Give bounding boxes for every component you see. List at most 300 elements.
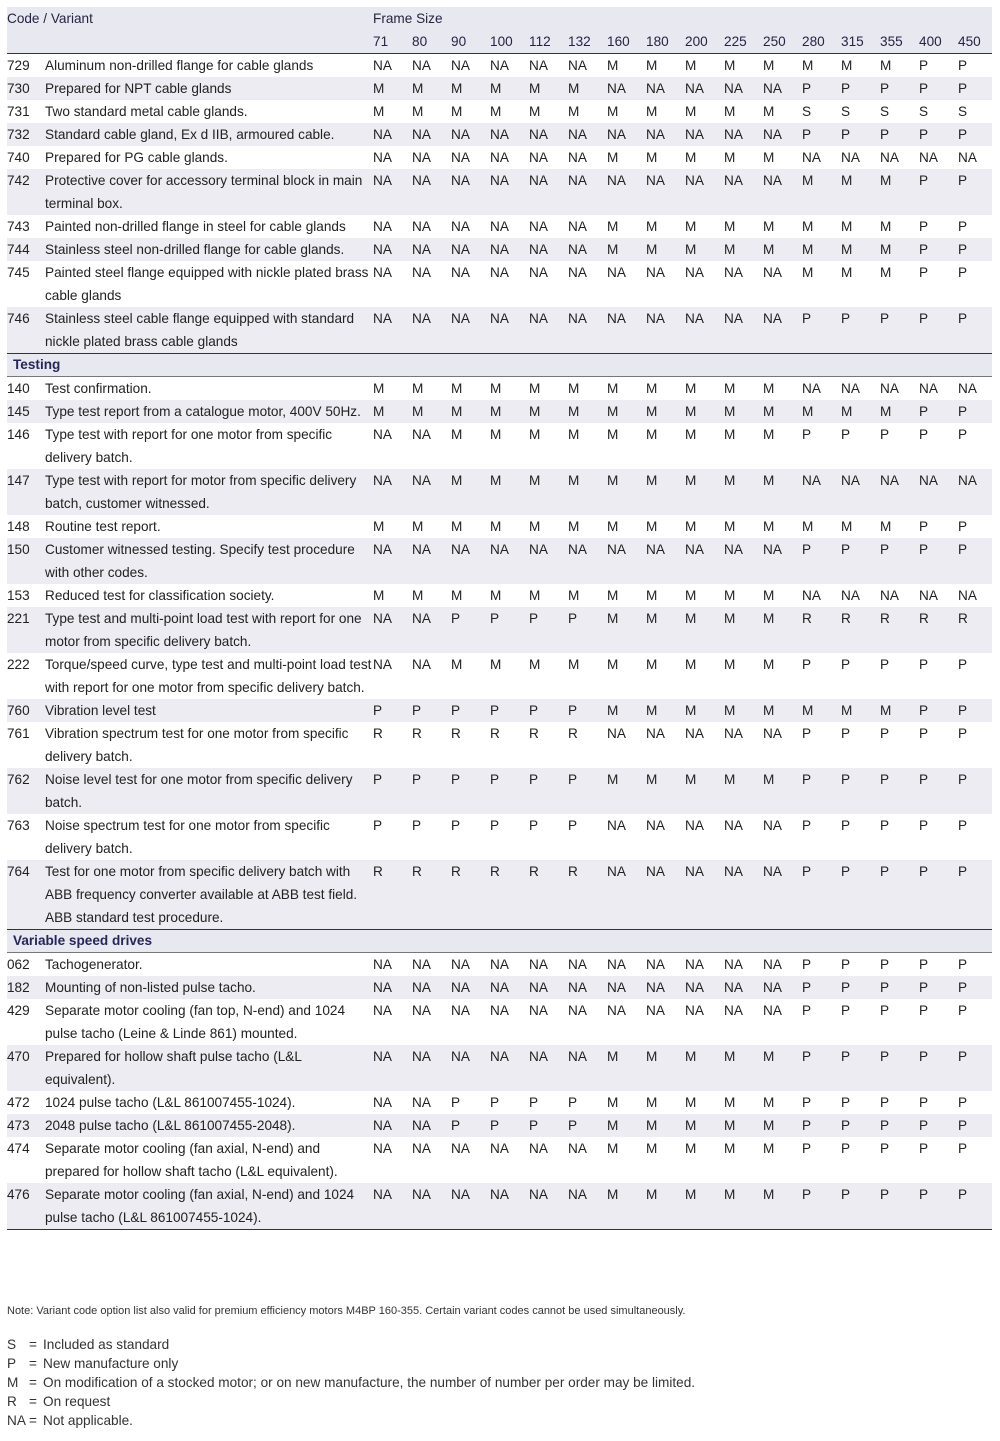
availability-cell: NA [568, 957, 587, 972]
availability-cell: P [802, 768, 841, 814]
availability-cell: M [802, 219, 814, 234]
availability-cell: NA [490, 150, 509, 165]
availability-cell: NA [568, 1003, 587, 1018]
availability-cell: P [841, 1183, 880, 1230]
availability-cell: NA [568, 1141, 587, 1156]
availability-cell: M [490, 469, 529, 515]
availability-cell: M [490, 104, 502, 119]
availability-cell: M [646, 657, 658, 672]
availability-cell: P [919, 1003, 929, 1018]
availability-cell: M [880, 58, 892, 73]
variant-code: 140 [7, 381, 30, 396]
variant-code: 222 [7, 657, 30, 672]
availability-cell: M [607, 238, 646, 261]
availability-cell: NA [373, 1045, 412, 1091]
availability-cell: P [841, 1095, 851, 1110]
availability-cell: P [802, 976, 841, 999]
availability-cell: NA [763, 860, 802, 930]
availability-cell: P [802, 1003, 812, 1018]
table-row [7, 146, 992, 169]
variant-description: Painted non-drilled flange in steel for cable glands [45, 219, 346, 234]
availability-cell: P [880, 957, 890, 972]
availability-cell: P [373, 768, 412, 814]
availability-cell: P [919, 957, 929, 972]
availability-cell: NA [451, 976, 490, 999]
availability-cell: NA [763, 726, 782, 741]
availability-cell: P [841, 818, 851, 833]
frame-size-112: 112 [529, 30, 568, 54]
availability-cell: M [607, 427, 619, 442]
availability-cell: NA [490, 219, 509, 234]
frame-size-450: 450 [958, 30, 992, 54]
variant-description: Painted steel flange equipped with nickle plated brass cable glands [45, 265, 369, 303]
availability-cell: NA [529, 1045, 568, 1091]
table-row [7, 653, 992, 699]
availability-cell: P [802, 657, 812, 672]
availability-cell: P [880, 123, 919, 146]
availability-cell: M [724, 607, 763, 653]
legend-key: R [7, 1394, 17, 1409]
availability-cell: M [646, 1114, 685, 1137]
availability-cell: M [646, 219, 658, 234]
availability-cell: M [685, 400, 724, 423]
availability-cell: M [685, 657, 697, 672]
availability-cell: M [607, 607, 646, 653]
availability-cell: P [568, 768, 607, 814]
availability-cell: NA [568, 219, 587, 234]
availability-cell: R [451, 726, 461, 741]
availability-cell: P [919, 58, 929, 73]
availability-cell: NA [373, 150, 392, 165]
availability-cell: P [919, 427, 929, 442]
legend-item [7, 1411, 695, 1430]
availability-cell: P [802, 427, 812, 442]
availability-cell: M [685, 588, 697, 603]
availability-cell: NA [724, 538, 763, 584]
availability-cell: NA [373, 307, 412, 354]
availability-cell: M [802, 400, 841, 423]
availability-cell: NA [724, 123, 763, 146]
availability-cell: P [529, 1095, 539, 1110]
availability-cell: M [646, 519, 658, 534]
legend-equals: = [29, 1337, 37, 1352]
availability-cell: P [529, 607, 568, 653]
variant-code: 150 [7, 538, 45, 584]
availability-cell: M [490, 381, 502, 396]
availability-cell: M [607, 768, 646, 814]
availability-cell: P [880, 538, 919, 584]
availability-cell: M [685, 768, 724, 814]
availability-cell: M [412, 400, 451, 423]
availability-cell: NA [451, 1003, 470, 1018]
frame-size-80: 80 [412, 30, 451, 54]
availability-cell: P [529, 699, 568, 722]
availability-cell: P [919, 657, 929, 672]
availability-cell: P [841, 427, 851, 442]
legend-text: New manufacture only [43, 1356, 179, 1371]
variant-code: 745 [7, 265, 30, 280]
table-row [7, 123, 992, 146]
availability-cell: P [958, 77, 992, 100]
table-row [7, 814, 992, 860]
variant-code: 731 [7, 104, 30, 119]
availability-cell: P [880, 860, 919, 930]
availability-cell: NA [958, 150, 977, 165]
availability-cell: P [802, 307, 841, 354]
availability-cell: P [919, 238, 958, 261]
availability-cell: NA [685, 169, 724, 215]
availability-cell: M [529, 104, 541, 119]
availability-cell: S [880, 104, 890, 119]
frame-size-400: 400 [919, 30, 958, 54]
table-row [7, 699, 992, 722]
availability-cell: P [490, 768, 529, 814]
availability-cell: NA [373, 1114, 412, 1137]
availability-cell: M [646, 588, 658, 603]
availability-cell: M [646, 1141, 658, 1156]
availability-cell: NA [607, 726, 626, 741]
availability-cell: NA [490, 58, 509, 73]
availability-cell: P [958, 400, 992, 423]
availability-cell: M [841, 219, 853, 234]
availability-cell: P [919, 726, 929, 741]
availability-cell: M [529, 588, 541, 603]
availability-cell: P [958, 657, 968, 672]
availability-cell: M [724, 219, 736, 234]
availability-cell: M [802, 58, 814, 73]
variant-description: Type test with report for motor from specific delivery batch, customer witnessed. [45, 469, 373, 515]
table-row [7, 860, 992, 930]
availability-cell: NA [802, 381, 821, 396]
availability-cell: M [412, 104, 424, 119]
variant-description: Test for one motor from specific delivery batch with ABB frequency converter available at ABB test field. ABB standard test procedure. [45, 860, 373, 930]
availability-cell: P [919, 818, 929, 833]
availability-cell: NA [568, 150, 587, 165]
legend-key: P [7, 1356, 17, 1371]
availability-cell: P [841, 1114, 880, 1137]
availability-cell: M [880, 265, 892, 280]
availability-cell: NA [763, 1003, 782, 1018]
availability-cell: M [880, 400, 919, 423]
availability-cell: M [529, 469, 568, 515]
availability-cell: P [880, 1114, 919, 1137]
availability-cell: P [958, 1095, 968, 1110]
availability-cell: M [685, 1045, 724, 1091]
table-row [7, 768, 992, 814]
variant-code: 153 [7, 588, 30, 603]
availability-cell: NA [568, 1183, 607, 1230]
variant-code: 730 [7, 77, 45, 100]
availability-cell: M [373, 381, 385, 396]
availability-cell: R [490, 860, 529, 930]
variant-code: 760 [7, 699, 45, 722]
availability-cell: NA [763, 169, 802, 215]
availability-cell: NA [880, 381, 899, 396]
availability-cell: M [607, 657, 619, 672]
availability-cell: M [685, 1114, 724, 1137]
availability-cell: M [646, 150, 658, 165]
availability-cell: M [568, 381, 580, 396]
legend-item [7, 1392, 695, 1411]
availability-cell: M [646, 469, 685, 515]
availability-cell: NA [373, 976, 412, 999]
availability-cell: P [529, 1114, 568, 1137]
availability-cell: M [490, 77, 529, 100]
availability-cell: P [490, 699, 529, 722]
availability-cell: P [919, 860, 958, 930]
legend-equals: = [29, 1413, 37, 1428]
availability-cell: M [802, 519, 814, 534]
table-row [7, 607, 992, 653]
availability-cell: NA [568, 307, 607, 354]
availability-cell: M [646, 381, 658, 396]
legend-text: Not applicable. [43, 1413, 133, 1428]
availability-cell: NA [958, 588, 977, 603]
variant-description: Separate motor cooling (fan axial, N-end) and 1024 pulse tacho (L&L 861007455-1024). [45, 1183, 373, 1230]
availability-cell: P [490, 1114, 529, 1137]
availability-cell: P [958, 860, 992, 930]
availability-cell: P [958, 219, 968, 234]
availability-cell: R [568, 726, 578, 741]
availability-cell: P [802, 1114, 841, 1137]
availability-cell: M [607, 219, 619, 234]
availability-cell: P [841, 1045, 880, 1091]
availability-cell: NA [646, 77, 685, 100]
availability-cell: P [958, 1183, 992, 1230]
availability-cell: P [373, 699, 412, 722]
availability-cell: NA [724, 860, 763, 930]
availability-cell: NA [568, 238, 607, 261]
availability-cell: NA [373, 469, 412, 515]
variant-description: 1024 pulse tacho (L&L 861007455-1024). [45, 1095, 296, 1110]
availability-cell: P [919, 77, 958, 100]
variant-description: 2048 pulse tacho (L&L 861007455-2048). [45, 1114, 373, 1137]
availability-cell: R [529, 860, 568, 930]
availability-cell: P [568, 699, 607, 722]
availability-cell: NA [451, 58, 470, 73]
availability-cell: NA [841, 150, 860, 165]
table-body [7, 54, 992, 1230]
availability-cell: P [919, 123, 958, 146]
availability-cell: M [685, 104, 697, 119]
availability-cell: P [802, 818, 812, 833]
availability-cell: NA [568, 265, 587, 280]
availability-cell: P [919, 538, 958, 584]
availability-cell: NA [412, 607, 451, 653]
availability-cell: NA [880, 150, 899, 165]
availability-cell: M [646, 607, 685, 653]
availability-cell: M [685, 381, 697, 396]
availability-cell: R [958, 607, 992, 653]
availability-cell: NA [529, 238, 568, 261]
availability-cell: M [568, 400, 607, 423]
availability-cell: M [607, 1045, 646, 1091]
availability-cell: P [802, 123, 841, 146]
availability-cell: M [802, 699, 841, 722]
availability-cell: NA [412, 265, 431, 280]
variant-code: 742 [7, 169, 45, 215]
availability-cell: M [451, 519, 463, 534]
table-row [7, 77, 992, 100]
availability-cell: P [529, 818, 539, 833]
availability-cell: NA [841, 381, 860, 396]
availability-cell: M [880, 519, 892, 534]
availability-cell: NA [490, 307, 529, 354]
availability-cell: M [763, 400, 802, 423]
availability-cell: M [724, 1141, 736, 1156]
availability-cell: NA [412, 1114, 451, 1137]
availability-cell: P [919, 699, 958, 722]
legend-equals: = [29, 1356, 37, 1371]
variant-table [7, 7, 992, 1230]
availability-cell: P [919, 1045, 958, 1091]
availability-cell: P [568, 1095, 578, 1110]
availability-cell: M [646, 58, 658, 73]
availability-cell: P [841, 307, 880, 354]
availability-cell: P [802, 77, 841, 100]
variant-code: 145 [7, 400, 45, 423]
availability-cell: M [490, 588, 502, 603]
availability-cell: P [451, 1095, 461, 1110]
variant-description: Prepared for hollow shaft pulse tacho (L&L equivalent). [45, 1045, 373, 1091]
availability-cell: NA [412, 1095, 431, 1110]
variant-description: Vibration level test [45, 699, 373, 722]
availability-cell: P [568, 1114, 607, 1137]
availability-cell: M [763, 1114, 802, 1137]
variant-description: Standard cable gland, Ex d IIB, armoured cable. [45, 123, 373, 146]
variant-code: 743 [7, 219, 30, 234]
availability-cell: P [958, 699, 992, 722]
variant-description: Prepared for NPT cable glands [45, 77, 373, 100]
availability-cell: P [841, 768, 880, 814]
table-row [7, 538, 992, 584]
availability-cell: P [451, 818, 461, 833]
availability-cell: M [568, 104, 580, 119]
availability-cell: NA [646, 957, 665, 972]
availability-cell: M [646, 1045, 685, 1091]
availability-cell: NA [529, 169, 568, 215]
availability-cell: M [763, 238, 802, 261]
availability-cell: M [412, 519, 424, 534]
availability-cell: M [451, 469, 490, 515]
availability-cell: P [919, 519, 929, 534]
availability-cell: M [607, 381, 619, 396]
availability-cell: NA [412, 58, 431, 73]
availability-cell: M [763, 58, 775, 73]
availability-cell: NA [646, 169, 685, 215]
availability-cell: P [451, 699, 490, 722]
availability-cell: P [958, 1003, 968, 1018]
availability-cell: M [685, 427, 697, 442]
availability-cell: M [685, 238, 724, 261]
availability-cell: P [451, 607, 490, 653]
availability-cell: NA [685, 818, 704, 833]
availability-cell: M [490, 519, 502, 534]
availability-cell: M [724, 400, 763, 423]
availability-cell: P [958, 538, 992, 584]
legend-key: NA [7, 1413, 26, 1428]
availability-cell: P [412, 818, 422, 833]
availability-cell: NA [373, 657, 392, 672]
frame-size-71: 71 [373, 30, 412, 54]
availability-cell: NA [646, 1003, 665, 1018]
legend-key: S [7, 1337, 17, 1352]
table-row [7, 400, 992, 423]
section-row [7, 354, 992, 377]
availability-cell: NA [568, 169, 607, 215]
availability-cell: M [685, 699, 724, 722]
availability-cell: M [568, 77, 607, 100]
availability-cell: M [646, 238, 685, 261]
availability-cell: M [607, 58, 619, 73]
availability-cell: NA [568, 976, 607, 999]
availability-cell: M [685, 607, 724, 653]
availability-cell: NA [607, 307, 646, 354]
frame-size-225: 225 [724, 30, 763, 54]
variant-description: Customer witnessed testing. Specify test procedure with other codes. [45, 538, 373, 584]
availability-cell: P [490, 818, 500, 833]
availability-cell: M [451, 77, 490, 100]
availability-cell: NA [529, 307, 568, 354]
availability-cell: P [451, 768, 490, 814]
availability-cell: P [412, 699, 451, 722]
table-row [7, 215, 992, 238]
availability-cell: NA [373, 219, 392, 234]
availability-cell: M [685, 1141, 697, 1156]
availability-cell: NA [763, 818, 782, 833]
availability-cell: NA [763, 307, 802, 354]
availability-cell: M [646, 104, 658, 119]
variant-description: Type test with report for one motor from specific delivery batch. [45, 427, 333, 465]
availability-cell: NA [451, 1045, 490, 1091]
availability-cell: NA [685, 538, 724, 584]
availability-cell: NA [724, 169, 763, 215]
availability-cell: M [607, 588, 619, 603]
availability-cell: P [958, 427, 968, 442]
availability-cell: R [373, 860, 412, 930]
availability-cell: M [880, 699, 919, 722]
availability-cell: P [568, 607, 607, 653]
availability-cell: P [841, 657, 851, 672]
table-row [7, 377, 992, 401]
variant-description: Noise level test for one motor from specific delivery batch. [45, 768, 373, 814]
availability-cell: NA [607, 860, 646, 930]
availability-cell: NA [685, 860, 724, 930]
variant-description: Separate motor cooling (fan axial, N-end) and prepared for hollow shaft tacho (L&L equivalent). [45, 1141, 338, 1179]
legend-text: On request [43, 1394, 111, 1409]
availability-cell: NA [607, 538, 646, 584]
availability-cell: NA [646, 123, 685, 146]
table-row [7, 999, 992, 1045]
availability-cell: P [919, 976, 958, 999]
variant-code: 740 [7, 150, 30, 165]
availability-cell: M [685, 1095, 697, 1110]
availability-cell: M [529, 381, 541, 396]
availability-cell: NA [685, 976, 724, 999]
availability-cell: M [880, 238, 919, 261]
availability-cell: NA [646, 265, 665, 280]
footnote: Note: Variant code option list also valid for premium efficiency motors M4BP 160-355. Certain variant codes cannot be used simultaneously. [7, 1305, 686, 1317]
availability-cell: P [958, 169, 992, 215]
variant-description: Reduced test for classification society. [45, 588, 275, 603]
availability-cell: M [724, 1114, 763, 1137]
availability-cell: M [451, 657, 463, 672]
availability-cell: NA [412, 150, 431, 165]
availability-cell: NA [646, 307, 685, 354]
availability-cell: NA [919, 150, 938, 165]
availability-cell: NA [958, 381, 977, 396]
variant-description: Test confirmation. [45, 381, 152, 396]
